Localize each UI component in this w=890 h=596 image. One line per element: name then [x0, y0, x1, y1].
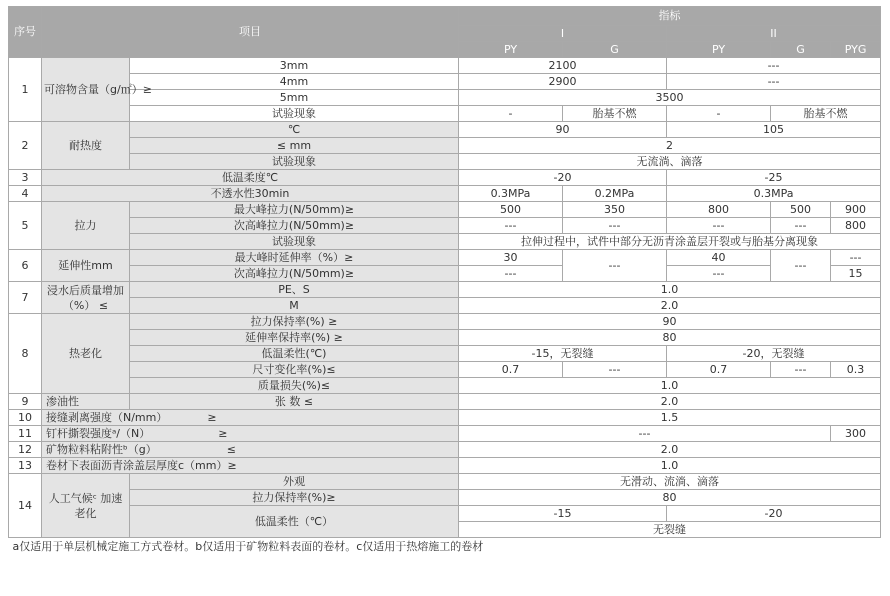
table-row — [9, 410, 881, 426]
row-item: 浸水后质量增加（%） ≤ — [42, 282, 130, 314]
value-cell: -25 — [667, 170, 881, 186]
value-cell: 1.0 — [459, 378, 881, 394]
value-cell: 无滑动、流淌、滴落 — [459, 474, 881, 490]
value-cell: 80 — [459, 490, 881, 506]
sub-item: 张 数 ≤ — [130, 394, 459, 410]
value-cell: 90 — [459, 314, 881, 330]
table-row — [9, 186, 881, 202]
table-row — [9, 250, 881, 266]
header-no: 序号 — [9, 7, 42, 58]
header-py-2: PY — [667, 42, 771, 58]
table-row — [9, 506, 881, 522]
row-no: 10 — [9, 410, 42, 426]
value-cell: 900 — [831, 202, 881, 218]
sub-item: 低温柔性(℃) — [130, 346, 459, 362]
value-cell: 500 — [771, 202, 831, 218]
sub-item: 4mm — [130, 74, 459, 90]
value-cell: -20 — [459, 170, 667, 186]
table-row — [9, 362, 881, 378]
value-cell: --- — [667, 74, 881, 90]
value-cell: 胎基不燃 — [563, 106, 667, 122]
spec-table — [8, 6, 881, 555]
row-item-symbol: ≤ — [226, 442, 236, 456]
value-cell: -20，无裂缝 — [667, 346, 881, 362]
value-cell: 2900 — [459, 74, 667, 90]
footnote: a仅适用于单层机械定施工方式卷材。b仅适用于矿物粒料表面的卷材。c仅适用于热熔施工的卷材 — [12, 539, 484, 553]
table-row — [9, 426, 881, 442]
table-row — [9, 218, 881, 234]
row-item-label: 钉杆撕裂强度ᵃ/（N） — [46, 426, 151, 440]
value-cell: --- — [667, 58, 881, 74]
sub-item: 拉力保持率(%) ≥ — [130, 314, 459, 330]
row-item-symbol: ≥ — [207, 410, 217, 424]
table-row — [9, 58, 881, 74]
row-no: 2 — [9, 122, 42, 170]
value-cell: 105 — [667, 122, 881, 138]
row-no: 8 — [9, 314, 42, 394]
sub-item: 延伸率保持率(%) ≥ — [130, 330, 459, 346]
value-cell: -20 — [667, 506, 881, 522]
value-cell: --- — [459, 266, 563, 282]
value-cell: 15 — [831, 266, 881, 282]
table-row — [9, 106, 881, 122]
sub-item: 最大峰时延伸率（%）≥ — [130, 250, 459, 266]
table-row — [9, 394, 881, 410]
value-cell: 300 — [831, 426, 881, 442]
table-row — [9, 154, 881, 170]
value-cell: 0.3MPa — [459, 186, 563, 202]
value-cell: 0.7 — [459, 362, 563, 378]
table-row — [9, 474, 881, 490]
sub-item: 质量损失(%)≤ — [130, 378, 459, 394]
value-cell: --- — [459, 426, 831, 442]
value-cell: 2.0 — [459, 394, 881, 410]
header-g-1: G — [563, 42, 667, 58]
value-cell: 0.3MPa — [667, 186, 881, 202]
value-cell: --- — [771, 362, 831, 378]
row-no: 5 — [9, 202, 42, 250]
value-cell: 40 — [667, 250, 771, 266]
value-cell: 3500 — [459, 90, 881, 106]
header-pyg: PYG — [831, 42, 881, 58]
row-item: 不透水性30min — [42, 186, 459, 202]
table-row — [9, 346, 881, 362]
header-indicator: 指标 — [459, 7, 881, 26]
row-item — [42, 410, 459, 426]
value-cell: 0.2MPa — [563, 186, 667, 202]
row-item-label: 矿物粒料粘附性ᵇ（g） — [46, 442, 157, 456]
sub-item: PE、S — [130, 282, 459, 298]
row-no: 3 — [9, 170, 42, 186]
value-cell: 2100 — [459, 58, 667, 74]
table-row — [9, 170, 881, 186]
value-cell: --- — [459, 218, 563, 234]
row-no: 13 — [9, 458, 42, 474]
value-cell: 1.0 — [459, 458, 881, 474]
table-row — [9, 266, 881, 282]
row-no: 12 — [9, 442, 42, 458]
table-row — [9, 442, 881, 458]
table-row — [9, 314, 881, 330]
row-item: 延伸性mm — [42, 250, 130, 282]
value-cell: --- — [771, 218, 831, 234]
row-item — [42, 426, 459, 442]
sub-item: ≤ mm — [130, 138, 459, 154]
value-cell: --- — [667, 266, 771, 282]
sub-item: 低温柔性（℃） — [130, 506, 459, 538]
row-item: 拉力 — [42, 202, 130, 250]
row-item: 卷材下表面沥青涂盖层厚度c（mm）≥ — [42, 458, 459, 474]
sub-item: 拉力保持率(%)≥ — [130, 490, 459, 506]
row-no: 7 — [9, 282, 42, 314]
row-no: 6 — [9, 250, 42, 282]
sub-item: ℃ — [130, 122, 459, 138]
value-cell: 胎基不燃 — [771, 106, 881, 122]
value-cell: - — [459, 106, 563, 122]
row-item: 耐热度 — [42, 122, 130, 170]
value-cell: 1.0 — [459, 282, 881, 298]
value-cell: 1.5 — [459, 410, 881, 426]
value-cell: 拉伸过程中，试件中部分无沥青涂盖层开裂或与胎基分离现象 — [459, 234, 881, 250]
value-cell: 2 — [459, 138, 881, 154]
value-cell: 2.0 — [459, 442, 881, 458]
value-cell: --- — [563, 362, 667, 378]
value-cell: --- — [831, 250, 881, 266]
row-item-symbol: ≥ — [218, 426, 228, 440]
value-cell: -15 — [459, 506, 667, 522]
sub-item: 3mm — [130, 58, 459, 74]
sub-item: 次高峰拉力(N/50mm)≥ — [130, 266, 459, 282]
table-row — [9, 490, 881, 506]
row-item: 人工气候ᶜ 加速老化 — [42, 474, 130, 538]
table-row — [9, 458, 881, 474]
value-cell: --- — [771, 250, 831, 282]
value-cell: 800 — [667, 202, 771, 218]
table-row — [9, 378, 881, 394]
header-py-1: PY — [459, 42, 563, 58]
row-item: 低温柔度℃ — [42, 170, 459, 186]
row-no: 14 — [9, 474, 42, 538]
row-item — [42, 442, 459, 458]
value-cell: --- — [667, 218, 771, 234]
value-cell: -15，无裂缝 — [459, 346, 667, 362]
sub-item: M — [130, 298, 459, 314]
row-item: 可溶物含量（g/㎡）≥ — [42, 58, 130, 122]
value-cell: 0.3 — [831, 362, 881, 378]
table-row — [9, 282, 881, 298]
value-cell: 90 — [459, 122, 667, 138]
table-row — [9, 234, 881, 250]
value-cell: 350 — [563, 202, 667, 218]
sub-item: 次高峰拉力(N/50mm)≥ — [130, 218, 459, 234]
table-row — [9, 122, 881, 138]
value-cell: 500 — [459, 202, 563, 218]
row-item: 渗油性 — [42, 394, 130, 410]
header-type-1: I — [459, 26, 667, 42]
value-cell: 0.7 — [667, 362, 771, 378]
table-row — [9, 330, 881, 346]
value-cell: 30 — [459, 250, 563, 266]
row-item-label: 接缝剥离强度（N/mm） — [46, 410, 168, 424]
sub-item: 试验现象 — [130, 234, 459, 250]
footnote-row — [9, 538, 881, 556]
table-row — [9, 138, 881, 154]
value-cell: 80 — [459, 330, 881, 346]
table-row — [9, 202, 881, 218]
row-no: 4 — [9, 186, 42, 202]
value-cell: 无流淌、滴落 — [459, 154, 881, 170]
row-item: 热老化 — [42, 314, 130, 394]
row-no: 1 — [9, 58, 42, 122]
header-g-2: G — [771, 42, 831, 58]
value-cell: - — [667, 106, 771, 122]
sub-item: 试验现象 — [130, 154, 459, 170]
header-item: 项目 — [42, 7, 459, 58]
sub-item: 最大峰拉力(N/50mm)≥ — [130, 202, 459, 218]
table-row — [9, 298, 881, 314]
value-cell: --- — [563, 250, 667, 282]
value-cell: --- — [563, 218, 667, 234]
sub-item: 尺寸变化率(%)≤ — [130, 362, 459, 378]
sub-item: 5mm — [130, 90, 459, 106]
value-cell: 无裂缝 — [459, 522, 881, 538]
row-no: 9 — [9, 394, 42, 410]
value-cell: 800 — [831, 218, 881, 234]
value-cell: 2.0 — [459, 298, 881, 314]
header-type-2: II — [667, 26, 881, 42]
sub-item: 外观 — [130, 474, 459, 490]
row-no: 11 — [9, 426, 42, 442]
sub-item: 试验现象 — [130, 106, 459, 122]
